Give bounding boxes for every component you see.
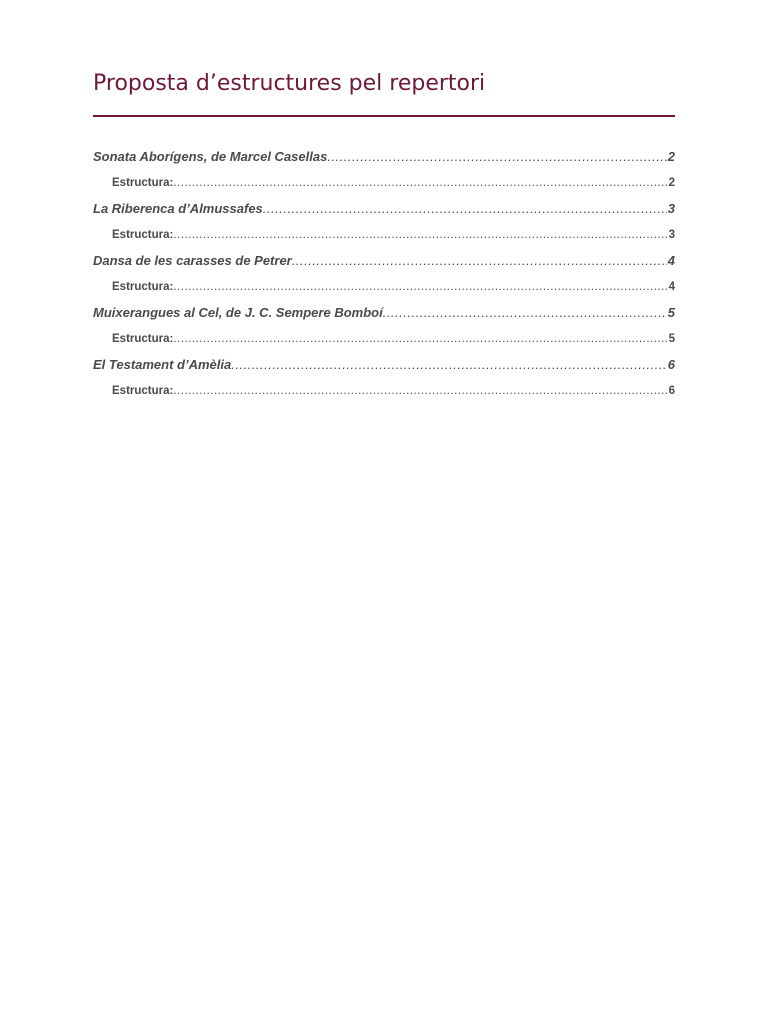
toc-dot-leader [383,302,667,324]
toc-entry-dansa-carasses[interactable] [93,250,675,272]
toc-page-number: 5 [668,333,675,345]
toc-dot-leader [173,376,667,406]
toc-dot-leader [231,354,667,376]
toc-entry-muixerangues[interactable] [93,302,675,324]
toc-entry-testament-amelia[interactable] [93,354,675,376]
toc-entry-label: Estructura: [112,385,174,397]
toc-entry-label: Estructura: [112,333,174,345]
toc-entry-label: Sonata Aborígens, de Marcel Casellas [93,149,328,164]
toc-page-number: 3 [668,229,675,241]
toc-dot-leader [173,272,667,302]
toc-entry-label: Estructura: [112,281,174,293]
toc-dot-leader [292,250,667,272]
toc-page-number: 2 [667,149,675,164]
toc-entry-estructura-sonata[interactable] [93,168,675,198]
page-title: Proposta d’estructures pel repertori [93,71,486,96]
toc-page-number: 2 [668,177,675,189]
toc-entry-label: Estructura: [112,177,174,189]
toc-page-number: 6 [668,385,675,397]
toc-page-number: 4 [668,281,675,293]
toc-entry-sonata-aborigens[interactable] [93,146,675,168]
toc-dot-leader [263,198,667,220]
table-of-contents [93,146,675,406]
toc-dot-leader [173,168,667,198]
toc-entry-label: El Testament d’Amèlia [93,357,232,372]
toc-entry-label: Dansa de les carasses de Petrer [93,253,292,268]
toc-entry-estructura-riberenca[interactable] [93,220,675,250]
toc-entry-estructura-testament[interactable] [93,376,675,406]
toc-dot-leader [173,324,667,354]
toc-entry-estructura-muixerangues[interactable] [93,324,675,354]
toc-page-number: 4 [667,253,675,268]
toc-entry-la-riberenca[interactable] [93,198,675,220]
toc-page-number: 3 [667,201,675,216]
toc-dot-leader [327,146,666,168]
toc-entry-label: La Riberenca d’Almussafes [93,201,263,216]
toc-entry-label: Estructura: [112,229,174,241]
toc-page-number: 5 [667,305,675,320]
toc-page-number: 6 [667,357,675,372]
toc-dot-leader [173,220,667,250]
toc-entry-estructura-dansa[interactable] [93,272,675,302]
title-divider [93,115,675,117]
toc-entry-label: Muixerangues al Cel, de J. C. Sempere Bomboí [93,305,383,320]
